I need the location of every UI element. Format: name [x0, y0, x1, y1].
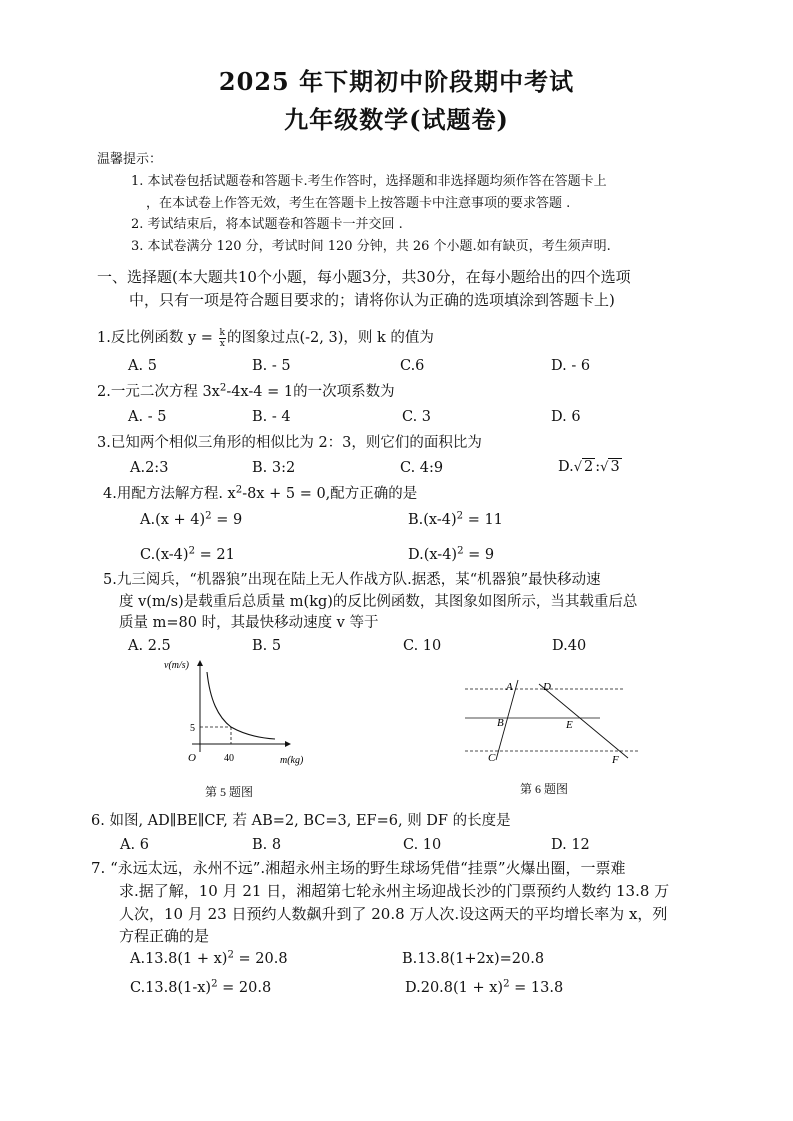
notice-item-1: 1. 本试卷包括试题卷和答题卡.考生作答时，选择题和非选择题均须作答在答题卡上	[131, 174, 607, 189]
q4-option-b-text: B.(x-4)	[408, 512, 457, 528]
q1-option-d[interactable]: D. - 6	[551, 358, 591, 374]
question-2	[97, 380, 395, 401]
exam-title: 2025 年下期初中阶段期中考试	[218, 67, 575, 96]
y-axis-label: v(m/s)	[164, 660, 189, 671]
notice-item-1-cont: ，在本试卷上作答无效，考生在答题卡上按答题卡中注意事项的要求答题 .	[146, 196, 571, 211]
q2-option-d[interactable]: D. 6	[551, 409, 581, 425]
q4-option-a-value: = 9	[211, 512, 243, 528]
q1-option-c[interactable]: C.6	[400, 358, 425, 374]
q4-option-a-text: A.(x + 4)	[140, 512, 206, 528]
x-axis-label: m(kg)	[280, 755, 304, 766]
q3-option-c[interactable]: C. 4:9	[400, 460, 444, 476]
point-c-label: C	[488, 752, 496, 764]
point-f-label: F	[612, 754, 619, 766]
fraction-numerator: k	[219, 327, 225, 338]
q7-option-c-value: = 20.8	[217, 980, 272, 996]
q4-option-d-text: D.(x-4)	[408, 547, 458, 563]
question-1-text: 1.反比例函数 y =	[97, 330, 218, 346]
inverse-curve	[207, 672, 275, 739]
point-d-label: D	[543, 681, 551, 693]
question-5-cont-2: 质量 m=80 时，其最快移动速度 v 等于	[119, 615, 379, 631]
q5-option-b[interactable]: B. 5	[252, 638, 282, 654]
point-a-label: A	[506, 681, 513, 693]
notice-item-3: 3. 本试卷满分 120 分，考试时间 120 分钟，共 26 个小题.如有缺页，考生须声明.	[131, 239, 611, 254]
q1-option-b[interactable]: B. - 5	[252, 358, 291, 374]
q5-option-a[interactable]: A. 2.5	[128, 638, 171, 654]
sqrt-icon: √	[600, 460, 609, 475]
q6-option-b[interactable]: B. 8	[252, 837, 282, 853]
question-2-text-end: -4x-4 = 1的一次项系数为	[226, 384, 395, 400]
origin-label: O	[188, 752, 196, 764]
q4-option-a[interactable]	[140, 512, 242, 528]
q4-option-b[interactable]	[408, 512, 503, 528]
question-1-text-end: 的图象过点(-2, 3)，则 k 的值为	[226, 330, 434, 346]
question-7-cont-1: 求.据了解，10 月 21 日，湘超第七轮永州主场迎战长沙的门票预约人数约 13.8 万	[119, 882, 670, 900]
figure-6-caption: 第 6 题图	[520, 782, 569, 796]
q7-option-d-text: D.20.8(1 + x)	[405, 980, 504, 996]
q1-option-a[interactable]: A. 5	[128, 358, 157, 374]
exponent: 2	[205, 510, 212, 522]
fraction-k-over-x	[219, 328, 226, 349]
notice-item-2: 2. 考试结束后，将本试题卷和答题卡一并交回 .	[131, 217, 403, 232]
question-4-text-end: -8x + 5 = 0,配方正确的是	[242, 486, 418, 502]
q4-option-c-value: = 21	[195, 547, 235, 563]
sqrt-icon: √	[573, 460, 583, 475]
q5-option-c[interactable]: C. 10	[403, 638, 442, 654]
exponent: 2	[219, 382, 227, 394]
q3-option-d-label: D.	[558, 459, 574, 475]
q3-option-d[interactable]	[558, 458, 622, 475]
q7-option-a[interactable]	[130, 951, 288, 967]
q7-option-c-text: C.13.8(1-x)	[130, 980, 212, 996]
sqrt-radicand-a: 2	[584, 459, 594, 475]
exponent: 2	[235, 484, 243, 496]
question-3: 3.已知两个相似三角形的相似比为 2：3，则它们的面积比为	[97, 435, 482, 451]
q4-option-d-value: = 9	[463, 547, 495, 563]
exponent: 2	[188, 545, 196, 557]
question-4-text: 4.用配方法解方程. x	[103, 486, 236, 502]
q7-option-b-text: B.13.8(1+2x)=20.8	[402, 951, 545, 967]
q4-option-d[interactable]	[408, 547, 494, 563]
fraction-denominator: x	[219, 338, 225, 349]
section-heading: 一、选择题(本大题共10个小题，每小题3分，共30分，在每小题给出的四个选项	[97, 268, 631, 286]
q4-option-c[interactable]	[140, 547, 235, 563]
question-6: 6. 如图, AD∥BE∥CF, 若 AB=2, BC=3, EF=6, 则 DF 的长度是	[91, 813, 511, 829]
exam-subtitle: 九年级数学(试题卷)	[284, 105, 509, 134]
question-4	[103, 482, 417, 503]
notice-heading: 温馨提示：	[97, 152, 163, 167]
ratio-colon: :	[595, 459, 601, 475]
q7-option-a-text: A.13.8(1 + x)	[130, 951, 228, 967]
exponent: 2	[227, 949, 234, 961]
question-7-cont-3: 方程正确的是	[119, 927, 210, 945]
q2-option-c[interactable]: C. 3	[402, 409, 432, 425]
section-heading-cont: 中，只有一项是符合题目要求的；请将你认为正确的选项填涂到答题卡上)	[129, 291, 615, 309]
transversal-right	[539, 684, 628, 758]
exponent: 2	[503, 978, 510, 990]
q7-option-b[interactable]	[402, 951, 544, 967]
question-5: 5.九三阅兵，“机器狼”出现在陆上无人作战方队.据悉，某“机器狼”最快移动速	[103, 572, 601, 588]
exponent: 2	[456, 510, 464, 522]
q6-option-d[interactable]: D. 12	[551, 837, 590, 853]
point-b-label: B	[497, 717, 504, 729]
figure-5-caption: 第 5 题图	[205, 785, 254, 799]
point-e-label: E	[566, 719, 573, 731]
q7-option-a-value: = 20.8	[233, 951, 288, 967]
q5-option-d[interactable]: D.40	[552, 638, 587, 654]
q3-option-a[interactable]: A.2:3	[130, 460, 169, 476]
q4-option-c-text: C.(x-4)	[140, 547, 189, 563]
exponent: 2	[211, 978, 218, 990]
q7-option-c[interactable]	[130, 980, 271, 996]
figure-6-diagram	[460, 676, 650, 766]
q7-option-d-value: = 13.8	[509, 980, 564, 996]
q3-option-b[interactable]: B. 3:2	[252, 460, 296, 476]
x-tick-label: 40	[224, 753, 234, 764]
q7-option-d[interactable]	[405, 980, 563, 996]
question-7: 7. “永远太远，永州不远”.湘超永州主场的野生球场凭借“挂票”火爆出圈，一票难	[91, 859, 626, 877]
question-7-cont-2: 人次，10 月 23 日预约人数飙升到了 20.8 万人次.设这两天的平均增长率为 x，列	[119, 905, 668, 923]
q6-option-c[interactable]: C. 10	[403, 837, 442, 853]
q4-option-b-value: = 11	[463, 512, 503, 528]
exponent: 2	[457, 545, 464, 557]
q6-option-a[interactable]: A. 6	[120, 837, 149, 853]
question-5-cont-1: 度 v(m/s)是载重后总质量 m(kg)的反比例函数，其图象如图所示，当其载重后总	[119, 594, 638, 610]
q2-option-b[interactable]: B. - 4	[252, 409, 291, 425]
question-2-text: 2.一元二次方程 3x	[97, 384, 220, 400]
sqrt-radicand-b: 3	[610, 459, 620, 475]
figure-5-graph	[164, 655, 320, 775]
q2-option-a[interactable]: A. - 5	[128, 409, 167, 425]
question-1	[97, 326, 434, 349]
y-tick-label: 5	[190, 723, 195, 734]
